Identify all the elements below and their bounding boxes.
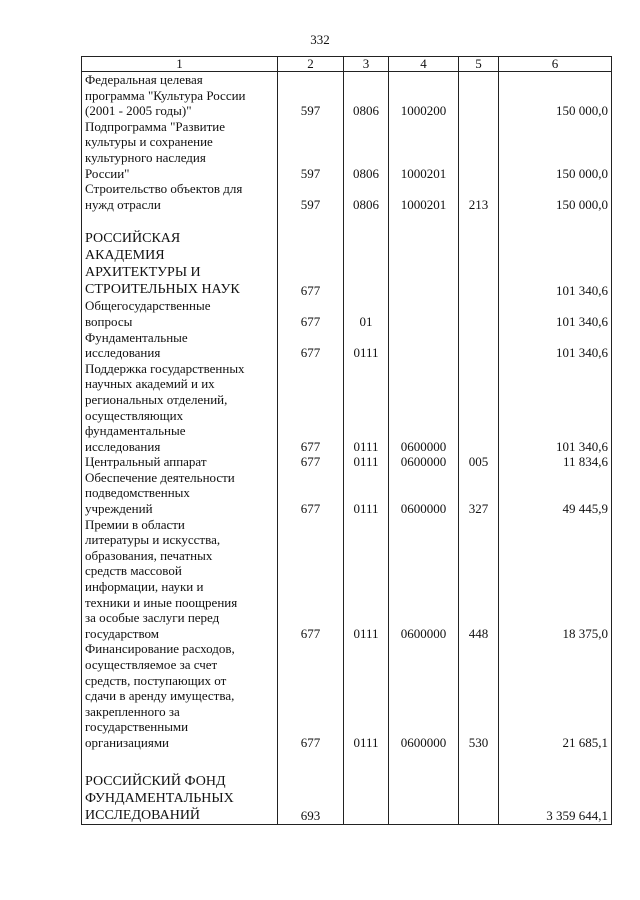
target-article-code: 0600000: [389, 454, 459, 470]
page-number: 332: [310, 32, 330, 47]
row-name: Центральный аппарат: [82, 454, 278, 470]
spacer-cell: [499, 751, 612, 773]
amount: 18 375,0: [499, 517, 612, 642]
ministry-code: 677: [278, 470, 344, 517]
section-code: 0111: [344, 361, 389, 455]
column-header-6: 6: [499, 57, 612, 72]
expense-type-code: 530: [459, 641, 499, 750]
row-name: Обеспечение деятельности подведомственных учреждений: [82, 470, 278, 517]
expense-type-code: [459, 773, 499, 825]
target-article-code: [389, 773, 459, 825]
amount: 150 000,0: [499, 119, 612, 181]
target-article-code: 0600000: [389, 641, 459, 750]
target-article-code: [389, 298, 459, 329]
amount: 49 445,9: [499, 470, 612, 517]
spacer-cell: [82, 212, 278, 230]
expense-type-code: 448: [459, 517, 499, 642]
section-code: [344, 773, 389, 825]
spacer-cell: [344, 212, 389, 230]
section-code: [344, 230, 389, 298]
section-code: 0806: [344, 181, 389, 212]
spacer-cell: [344, 751, 389, 773]
amount: 101 340,6: [499, 230, 612, 298]
section-code: 0806: [344, 119, 389, 181]
table-row: [82, 72, 612, 119]
target-article-code: 0600000: [389, 517, 459, 642]
header-row: [82, 57, 612, 72]
spacer-cell: [459, 212, 499, 230]
target-article-code: 1000201: [389, 181, 459, 212]
spacer-cell: [459, 751, 499, 773]
row-name: РОССИЙСКИЙ ФОНД ФУНДАМЕНТАЛЬНЫХ ИССЛЕДОВАНИЙ: [82, 773, 278, 825]
ministry-code: 677: [278, 330, 344, 361]
row-name: Фундаментальные исследования: [82, 330, 278, 361]
expense-type-code: [459, 230, 499, 298]
column-header-1: 1: [82, 57, 278, 72]
table-row: [82, 773, 612, 825]
expense-type-code: [459, 361, 499, 455]
target-article-code: [389, 330, 459, 361]
table-row: [82, 119, 612, 181]
expense-type-code: [459, 119, 499, 181]
section-code: 0806: [344, 72, 389, 119]
target-article-code: 0600000: [389, 361, 459, 455]
section-code: 01: [344, 298, 389, 329]
table-row: [82, 470, 612, 517]
table-row: [82, 181, 612, 212]
section-code: 0111: [344, 641, 389, 750]
spacer-cell: [278, 751, 344, 773]
ministry-code: 677: [278, 361, 344, 455]
column-header-3: 3: [344, 57, 389, 72]
row-name: Финансирование расходов, осуществляемое за счет средств, поступающих от сдачи в аренду имущества, закрепленного за государственными организациями: [82, 641, 278, 750]
section-code: 0111: [344, 454, 389, 470]
ministry-code: 597: [278, 72, 344, 119]
amount: 101 340,6: [499, 330, 612, 361]
amount: 150 000,0: [499, 72, 612, 119]
row-name: Строительство объектов для нужд отрасли: [82, 181, 278, 212]
table-row: [82, 641, 612, 750]
row-name: Премии в области литературы и искусства, образования, печатных средств массовой информации, науки и техники и иные поощрения за особые заслуги перед государством: [82, 517, 278, 642]
expense-type-code: 005: [459, 454, 499, 470]
target-article-code: 1000200: [389, 72, 459, 119]
table-row: [82, 330, 612, 361]
table-row: [82, 454, 612, 470]
section-code: 0111: [344, 517, 389, 642]
ministry-code: 677: [278, 454, 344, 470]
expense-type-code: [459, 298, 499, 329]
spacer-cell: [389, 212, 459, 230]
ministry-code: 693: [278, 773, 344, 825]
amount: 150 000,0: [499, 181, 612, 212]
column-header-4: 4: [389, 57, 459, 72]
row-name: Поддержка государственных научных академий и их региональных отделений, осуществляющих фундаментальные исследования: [82, 361, 278, 455]
column-header-5: 5: [459, 57, 499, 72]
ministry-code: 677: [278, 517, 344, 642]
row-name: РОССИЙСКАЯ АКАДЕМИЯ АРХИТЕКТУРЫ И СТРОИТЕЛЬНЫХ НАУК: [82, 230, 278, 298]
expense-type-code: [459, 330, 499, 361]
spacer-cell: [278, 212, 344, 230]
amount: 3 359 644,1: [499, 773, 612, 825]
budget-table: [81, 56, 612, 825]
spacer-cell: [499, 212, 612, 230]
spacer-cell: [82, 751, 278, 773]
ministry-code: 677: [278, 230, 344, 298]
ministry-code: 597: [278, 119, 344, 181]
expense-type-code: 213: [459, 181, 499, 212]
ministry-code: 677: [278, 641, 344, 750]
expense-type-code: 327: [459, 470, 499, 517]
ministry-code: 677: [278, 298, 344, 329]
amount: 21 685,1: [499, 641, 612, 750]
table-row: [82, 361, 612, 455]
section-code: 0111: [344, 470, 389, 517]
row-spacer: [82, 212, 612, 230]
column-header-2: 2: [278, 57, 344, 72]
section-code: 0111: [344, 330, 389, 361]
target-article-code: 1000201: [389, 119, 459, 181]
amount: 101 340,6: [499, 298, 612, 329]
table-row: [82, 517, 612, 642]
ministry-code: 597: [278, 181, 344, 212]
target-article-code: [389, 230, 459, 298]
table-row: [82, 298, 612, 329]
table-row: [82, 230, 612, 298]
amount: 101 340,6: [499, 361, 612, 455]
spacer-cell: [389, 751, 459, 773]
row-spacer: [82, 751, 612, 773]
row-name: Общегосударственные вопросы: [82, 298, 278, 329]
target-article-code: 0600000: [389, 470, 459, 517]
row-name: Подпрограмма "Развитие культуры и сохранение культурного наследия России": [82, 119, 278, 181]
row-name: Федеральная целевая программа "Культура России (2001 - 2005 годы)": [82, 72, 278, 119]
amount: 11 834,6: [499, 454, 612, 470]
expense-type-code: [459, 72, 499, 119]
